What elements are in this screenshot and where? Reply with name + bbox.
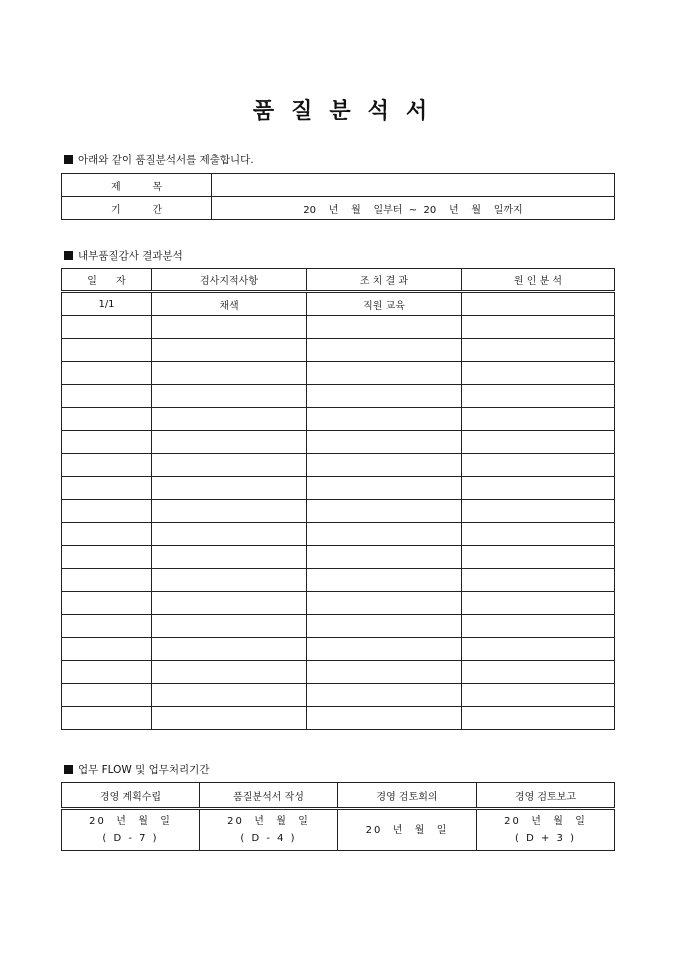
row-date[interactable]: 1/1: [62, 292, 152, 316]
bullet-square-icon: [64, 251, 73, 260]
flow-date-row: [62, 809, 615, 851]
empty-cell[interactable]: [62, 569, 152, 592]
flow-col-meeting: 경영 검토회의: [338, 783, 477, 809]
period-value[interactable]: 20 년 월 일부터 ~ 20 년 월 일까지: [212, 197, 615, 220]
document-title: 품질분석서: [252, 99, 445, 124]
table-row: [62, 684, 615, 707]
empty-cell[interactable]: [462, 316, 615, 339]
empty-cell[interactable]: [62, 684, 152, 707]
intro-text: 아래와 같이 품질분석서를 제출합니다.: [78, 154, 254, 166]
empty-cell[interactable]: [307, 385, 462, 408]
empty-cell[interactable]: [462, 615, 615, 638]
table-row: [62, 569, 615, 592]
table-row: [62, 339, 615, 362]
empty-cell[interactable]: [462, 661, 615, 684]
empty-cell[interactable]: [62, 500, 152, 523]
flow-cell-report[interactable]: [477, 809, 615, 851]
empty-cell[interactable]: [152, 523, 307, 546]
empty-cell[interactable]: [307, 638, 462, 661]
empty-cell[interactable]: [152, 362, 307, 385]
bullet-square-icon: [64, 155, 73, 164]
empty-cell[interactable]: [62, 615, 152, 638]
flow-col-planning: 경영 계획수립: [62, 783, 200, 809]
empty-cell[interactable]: [152, 339, 307, 362]
submission-form-table: [61, 173, 615, 220]
empty-cell[interactable]: [62, 316, 152, 339]
empty-cell[interactable]: [62, 707, 152, 730]
table-row: [62, 523, 615, 546]
empty-cell[interactable]: [462, 431, 615, 454]
col-cause-header: 원 인 분 석: [462, 269, 615, 292]
flow-cell-planning[interactable]: [62, 809, 200, 851]
table-row: [62, 500, 615, 523]
flow-col-report: 경영 검토보고: [477, 783, 615, 809]
workflow-table: [61, 782, 615, 851]
empty-cell[interactable]: [152, 684, 307, 707]
empty-cell[interactable]: [62, 523, 152, 546]
empty-cell[interactable]: [152, 546, 307, 569]
empty-cell[interactable]: [62, 661, 152, 684]
empty-cell[interactable]: [462, 546, 615, 569]
empty-cell[interactable]: [152, 569, 307, 592]
empty-cell[interactable]: [152, 638, 307, 661]
table-row: [62, 454, 615, 477]
empty-cell[interactable]: [307, 316, 462, 339]
table-row: [62, 592, 615, 615]
empty-cell[interactable]: [462, 684, 615, 707]
flow-offset: ( D + 3 ): [515, 833, 576, 844]
table-row: [62, 638, 615, 661]
empty-cell[interactable]: [152, 500, 307, 523]
empty-cell[interactable]: [462, 500, 615, 523]
flow-heading-text: 업무 FLOW 및 업무처리기간: [78, 764, 210, 776]
empty-cell[interactable]: [307, 592, 462, 615]
table-row: [62, 431, 615, 454]
flow-date: 20 년 월 일: [227, 816, 310, 827]
audit-heading: [64, 248, 183, 263]
col-finding-header: 검사지적사항: [152, 269, 307, 292]
flow-offset: ( D - 7 ): [102, 833, 159, 844]
flow-heading: [64, 762, 209, 777]
audit-header-row: [62, 269, 615, 292]
flow-cell-meeting[interactable]: [338, 809, 477, 851]
col-action-header: 조 치 결 과: [307, 269, 462, 292]
empty-cell[interactable]: [462, 339, 615, 362]
empty-cell[interactable]: [152, 477, 307, 500]
intro-line: [64, 152, 254, 167]
empty-cell[interactable]: [307, 615, 462, 638]
empty-cell[interactable]: [462, 362, 615, 385]
empty-cell[interactable]: [152, 661, 307, 684]
empty-cell[interactable]: [152, 454, 307, 477]
empty-cell[interactable]: [307, 523, 462, 546]
empty-cell[interactable]: [307, 408, 462, 431]
table-row: [62, 292, 615, 316]
audit-results-table: [61, 268, 615, 730]
empty-cell[interactable]: [307, 477, 462, 500]
empty-cell[interactable]: [307, 454, 462, 477]
table-row: [62, 661, 615, 684]
subject-row: [62, 174, 615, 197]
subject-label: 제 목: [62, 174, 212, 197]
empty-cell[interactable]: [62, 431, 152, 454]
empty-cell[interactable]: [307, 684, 462, 707]
flow-date: 20 년 월 일: [89, 816, 172, 827]
period-label: 기 간: [62, 197, 212, 220]
empty-cell[interactable]: [62, 638, 152, 661]
empty-cell[interactable]: [152, 385, 307, 408]
empty-cell[interactable]: [462, 477, 615, 500]
empty-cell[interactable]: [307, 569, 462, 592]
flow-date: 20 년 월 일: [365, 824, 449, 836]
table-row: [62, 385, 615, 408]
empty-cell[interactable]: [462, 569, 615, 592]
subject-value-cell[interactable]: [212, 174, 615, 197]
empty-cell[interactable]: [307, 661, 462, 684]
empty-cell[interactable]: [307, 362, 462, 385]
empty-cell[interactable]: [307, 546, 462, 569]
empty-cell[interactable]: [152, 316, 307, 339]
empty-cell[interactable]: [462, 638, 615, 661]
flow-col-writing: 품질분석서 작성: [200, 783, 338, 809]
empty-cell[interactable]: [62, 546, 152, 569]
row-action[interactable]: 직원 교육: [307, 292, 462, 316]
empty-cell[interactable]: [307, 339, 462, 362]
empty-cell[interactable]: [462, 707, 615, 730]
table-row: [62, 362, 615, 385]
flow-offset: ( D - 4 ): [240, 833, 297, 844]
empty-cell[interactable]: [462, 454, 615, 477]
row-cause[interactable]: [462, 292, 615, 316]
empty-cell[interactable]: [62, 477, 152, 500]
table-row: [62, 408, 615, 431]
empty-cell[interactable]: [307, 707, 462, 730]
period-row: [62, 197, 615, 220]
empty-cell[interactable]: [152, 431, 307, 454]
empty-cell[interactable]: [62, 454, 152, 477]
empty-cell[interactable]: [62, 339, 152, 362]
table-row: [62, 707, 615, 730]
bullet-square-icon: [64, 765, 73, 774]
flow-date: 20 년 월 일: [504, 816, 587, 827]
empty-cell[interactable]: [462, 408, 615, 431]
empty-cell[interactable]: [152, 615, 307, 638]
audit-heading-text: 내부품질감사 결과분석: [78, 250, 183, 262]
empty-cell[interactable]: [462, 385, 615, 408]
flow-cell-writing[interactable]: [200, 809, 338, 851]
table-row: [62, 615, 615, 638]
flow-header-row: [62, 783, 615, 809]
empty-cell[interactable]: [152, 707, 307, 730]
table-row: [62, 477, 615, 500]
empty-cell[interactable]: [62, 385, 152, 408]
empty-cell[interactable]: [307, 431, 462, 454]
table-row: [62, 546, 615, 569]
empty-cell[interactable]: [62, 362, 152, 385]
empty-cell[interactable]: [307, 500, 462, 523]
row-finding[interactable]: 채색: [152, 292, 307, 316]
empty-cell[interactable]: [462, 523, 615, 546]
col-date-header: 일 자: [62, 269, 152, 292]
empty-cell[interactable]: [62, 592, 152, 615]
table-row: [62, 316, 615, 339]
empty-cell[interactable]: [462, 592, 615, 615]
empty-cell[interactable]: [152, 408, 307, 431]
empty-cell[interactable]: [152, 592, 307, 615]
empty-cell[interactable]: [62, 408, 152, 431]
